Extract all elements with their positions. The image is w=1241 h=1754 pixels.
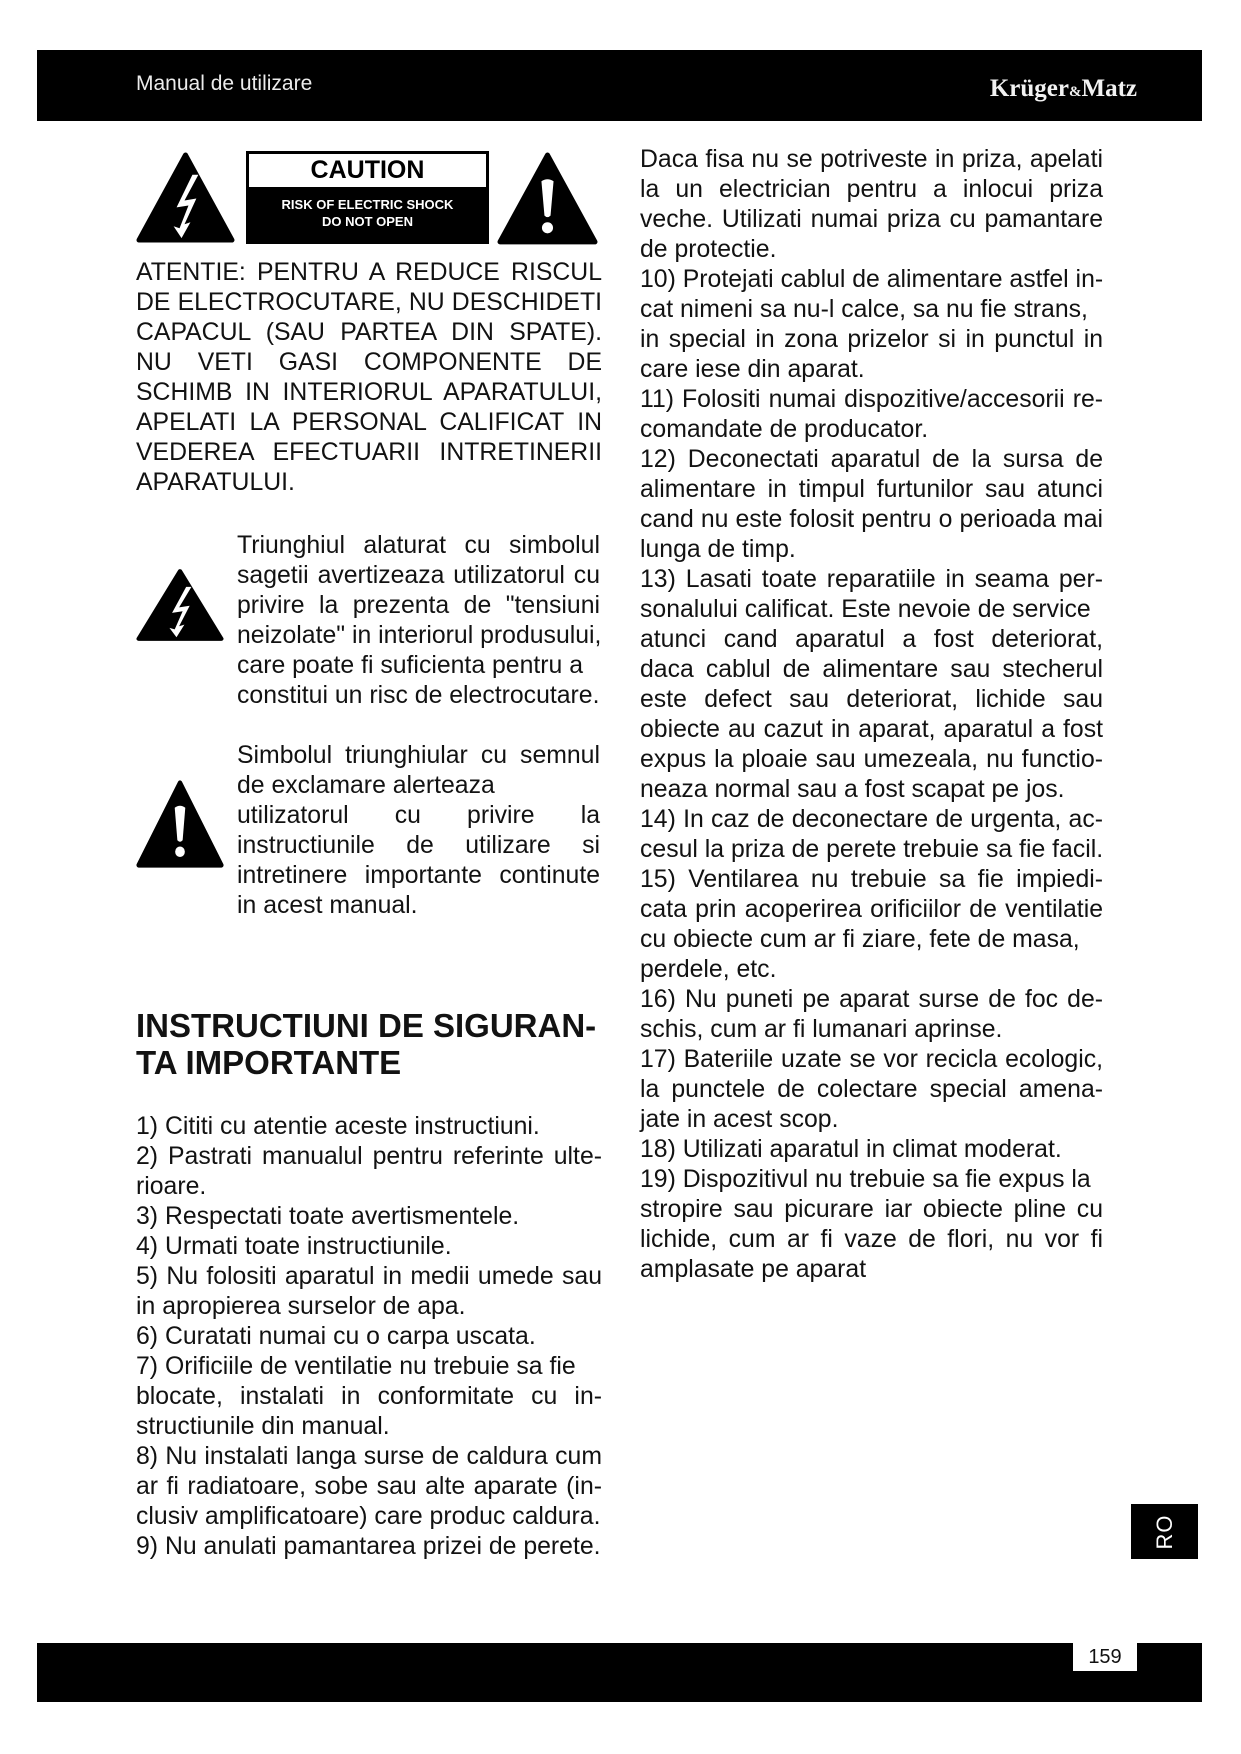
brand-name-second: Matz	[1081, 75, 1137, 102]
text-line: veche. Utilizati numai priza cu pamantare	[640, 206, 1103, 233]
list-item	[136, 1202, 602, 1232]
list-item	[640, 565, 1103, 805]
language-tab	[1131, 1504, 1198, 1559]
text-line: utilizatorul cu privire la	[237, 802, 600, 829]
text-line: 4) Urmati toate instructiunile.	[136, 1233, 452, 1260]
caution-label	[246, 151, 489, 244]
text-line: neaza normal sau a fost scapat pe jos.	[640, 776, 1065, 803]
text-line: 15) Ventilarea nu trebuie sa fie impiedi-	[640, 866, 1103, 893]
text-line: 2) Pastrati manualul pentru referinte ulte-	[136, 1143, 602, 1170]
list-item	[640, 865, 1103, 985]
caution-line: RISK OF ELECTRIC SHOCK	[281, 197, 454, 212]
text-line: obiecte au cazut in aparat, aparatul a fost	[640, 716, 1103, 743]
text-line: care poate fi suficienta pentru a	[237, 652, 583, 679]
list-item	[640, 445, 1103, 565]
electric-shock-warning-icon	[136, 568, 224, 642]
text-line: APELATI LA PERSONAL CALIFICAT IN	[136, 409, 602, 436]
list-item	[136, 1112, 602, 1142]
manual-title: Manual de utilizare	[136, 72, 313, 95]
text-line: rioare.	[136, 1173, 207, 1200]
list-item	[640, 385, 1103, 445]
shock-symbol-note	[237, 531, 600, 711]
text-line: 14) In caz de deconectare de urgenta, ac-	[640, 806, 1103, 833]
text-line: 1) Cititi cu atentie aceste instructiuni.	[136, 1113, 540, 1140]
text-line: APARATULUI.	[136, 469, 295, 496]
list-item	[640, 805, 1103, 865]
text-line: 18) Utilizati aparatul in climat moderat.	[640, 1136, 1062, 1163]
text-line: 12) Deconectati aparatul de la sursa de	[640, 446, 1103, 473]
brand-name-first: Krüger	[989, 75, 1069, 102]
text-line: amplasate pe aparat	[640, 1256, 867, 1283]
text-line: sonalului calificat. Este nevoie de service	[640, 596, 1091, 623]
text-line: CAPACUL (SAU PARTEA DIN SPATE).	[136, 319, 602, 346]
text-line: care iese din aparat.	[640, 356, 865, 383]
text-line: clusiv amplificatoare) care produc caldura.	[136, 1503, 601, 1530]
caution-line: DO NOT OPEN	[321, 214, 413, 229]
text-line: 6) Curatati numai cu o carpa uscata.	[136, 1323, 536, 1350]
brand-logo	[990, 73, 1137, 108]
text-line: comandate de producator.	[640, 416, 929, 443]
text-line: jate in acest scop.	[640, 1106, 839, 1133]
text-line: ATENTIE: PENTRU A REDUCE RISCUL	[136, 259, 602, 286]
list-item	[640, 1165, 1103, 1285]
exclamation-warning-icon	[136, 779, 224, 869]
list-item	[136, 1532, 602, 1562]
text-line: lichide, cum ar fi vaze de flori, nu vor fi	[640, 1226, 1103, 1253]
exclamation-warning-icon	[497, 151, 598, 244]
text-line: de protectie.	[640, 236, 777, 263]
text-line: 7) Orificiile de ventilatie nu trebuie sa fie	[136, 1353, 576, 1380]
text-line: VEDEREA EFECTUARII INTRETINERII	[136, 439, 602, 466]
list-item	[136, 1142, 602, 1202]
text-line: la un electrician pentru a inlocui priza	[640, 176, 1103, 203]
text-line: constitui un risc de electrocutare.	[237, 682, 600, 709]
text-line: cand nu este folosit pentru o perioada mai	[640, 506, 1103, 533]
instructions-list-right	[640, 145, 1103, 1285]
text-line: blocate, instalati in conformitate cu in-	[136, 1383, 602, 1410]
text-line: NU VETI GASI COMPONENTE DE	[136, 349, 602, 376]
text-line: schis, cum ar fi lumanari aprinse.	[640, 1016, 1003, 1043]
text-line: alimentare in timpul furtunilor sau atunci	[640, 476, 1103, 503]
list-item	[640, 145, 1103, 265]
text-line: Daca fisa nu se potriveste in priza, apelati	[640, 146, 1103, 173]
heading-line: INSTRUCTIUNI DE SIGURAN-	[136, 1007, 597, 1044]
list-item	[136, 1232, 602, 1262]
text-line: in apropierea surselor de apa.	[136, 1293, 466, 1320]
text-line: 16) Nu puneti pe aparat surse de foc de-	[640, 986, 1103, 1013]
text-line: 19) Dispozitivul nu trebuie sa fie expus la	[640, 1166, 1091, 1193]
caution-graphic	[136, 151, 598, 244]
text-line: sagetii avertizeaza utilizatorul cu	[237, 562, 600, 589]
text-line: este defect sau deteriorat, lichide sau	[640, 686, 1103, 713]
text-line: ar fi radiatoare, sobe sau alte aparate (in-	[136, 1473, 602, 1500]
text-line: privire la prezenta de "tensiuni	[237, 592, 600, 619]
text-line: in acest manual.	[237, 892, 418, 919]
text-line: perdele, etc.	[640, 956, 777, 983]
text-line: 8) Nu instalati langa surse de caldura cum	[136, 1443, 602, 1470]
caution-title: CAUTION	[249, 154, 486, 187]
caution-subtitle	[249, 187, 486, 230]
electric-shock-warning-icon	[136, 151, 235, 244]
language-tab-label: RO	[1151, 1514, 1177, 1549]
list-item	[640, 985, 1103, 1045]
text-line: DE ELECTROCUTARE, NU DESCHIDETI	[136, 289, 602, 316]
text-line: cu obiecte cum ar fi ziare, fete de masa,	[640, 926, 1080, 953]
text-line: SCHIMB IN INTERIORUL APARATULUI,	[136, 379, 602, 406]
list-item	[136, 1262, 602, 1322]
text-line: la punctele de colectare special amena-	[640, 1076, 1103, 1103]
list-item	[136, 1352, 602, 1442]
text-line: in special in zona prizelor si in punctul in	[640, 326, 1103, 353]
text-line: 11) Folositi numai dispozitive/accesorii re-	[640, 386, 1103, 413]
text-line: lunga de timp.	[640, 536, 796, 563]
text-line: daca cablul de alimentare sau stecherul	[640, 656, 1103, 683]
footer-bar	[37, 1643, 1202, 1702]
exclamation-symbol-note	[237, 741, 600, 921]
list-item	[136, 1442, 602, 1532]
list-item	[640, 265, 1103, 385]
list-item	[640, 1135, 1103, 1165]
text-line: expus la ploaie sau umezeala, nu functio-	[640, 746, 1103, 773]
text-line: Simbolul triunghiular cu semnul	[237, 742, 600, 769]
page-number: 159	[1073, 1643, 1137, 1671]
heading-line: TA IMPORTANTE	[136, 1044, 402, 1081]
text-line: structiunile din manual.	[136, 1413, 390, 1440]
section-heading	[136, 1007, 596, 1081]
text-line: cat nimeni sa nu-l calce, sa nu fie strans,	[640, 296, 1088, 323]
brand-ampersand: &	[1068, 84, 1082, 100]
text-line: atunci cand aparatul a fost deteriorat,	[640, 626, 1103, 653]
warning-paragraph	[136, 258, 602, 498]
list-item	[136, 1322, 602, 1352]
text-line: de exclamare alerteaza	[237, 772, 495, 799]
list-item	[640, 1045, 1103, 1135]
header-bar	[37, 50, 1202, 121]
text-line: 17) Bateriile uzate se vor recicla ecologic,	[640, 1046, 1103, 1073]
text-line: 5) Nu folositi aparatul in medii umede sau	[136, 1263, 602, 1290]
text-line: 13) Lasati toate reparatiile in seama per-	[640, 566, 1103, 593]
text-line: 3) Respectati toate avertismentele.	[136, 1203, 520, 1230]
text-line: 9) Nu anulati pamantarea prizei de perete.	[136, 1533, 601, 1560]
text-line: stropire sau picurare iar obiecte pline cu	[640, 1196, 1103, 1223]
text-line: Triunghiul alaturat cu simbolul	[237, 532, 600, 559]
instructions-list-left	[136, 1112, 602, 1562]
text-line: cesul la priza de perete trebuie sa fie facil.	[640, 836, 1104, 863]
text-line: 10) Protejati cablul de alimentare astfel in-	[640, 266, 1104, 293]
text-line: neizolate" in interiorul produsului,	[237, 622, 602, 649]
text-line: instructiunile de utilizare si	[237, 832, 600, 859]
text-line: intretinere importante continute	[237, 862, 600, 889]
text-line: cata prin acoperirea orificiilor de ventilatie	[640, 896, 1103, 923]
